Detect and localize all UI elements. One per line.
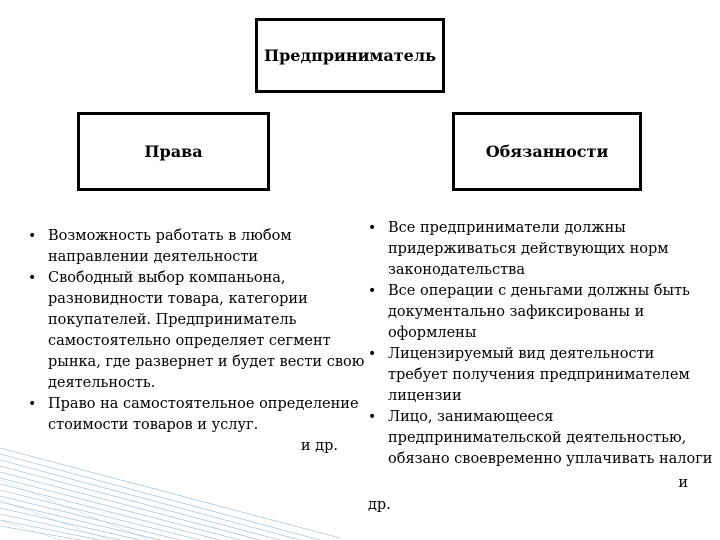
duties-item: • Все операции с деньгами должны быть документально зафиксированы и оформлены xyxy=(368,281,718,344)
rights-box xyxy=(77,112,270,191)
duties-item: • Лицо, занимающееся предпринимательской деятельностью, обязано своевременно уплачивать налоги xyxy=(368,407,718,470)
rights-etc: и др. xyxy=(300,438,338,454)
rights-list xyxy=(28,226,368,436)
rights-list-column xyxy=(28,226,368,457)
duties-label: Обязанности xyxy=(485,142,609,161)
rights-item: • Возможность работать в любом направлении деятельности xyxy=(28,226,368,268)
duties-etc-part2: др. xyxy=(368,497,391,513)
rights-item: • Право на самостоятельное определение стоимости товаров и услуг. xyxy=(28,394,368,436)
entrepreneur-box xyxy=(255,18,445,93)
duties-box xyxy=(452,112,642,191)
duties-item: • Все предприниматели должны придерживаться действующих норм законодательства xyxy=(368,218,718,281)
duties-list-column xyxy=(368,218,718,516)
rights-label: Права xyxy=(144,142,203,161)
duties-list xyxy=(368,218,718,470)
duties-etc-part1: и xyxy=(678,475,688,491)
rights-item: • Свободный выбор компаньона, разновидности товара, категории покупателей. Предприниматель самостоятельно определяет сегмент рынка, где развернет и будет вести свою деятельность. xyxy=(28,268,368,394)
entrepreneur-label: Предприниматель xyxy=(264,46,436,65)
duties-item: • Лицензируемый вид деятельности требует получения предпринимателем лицензии xyxy=(368,344,718,407)
